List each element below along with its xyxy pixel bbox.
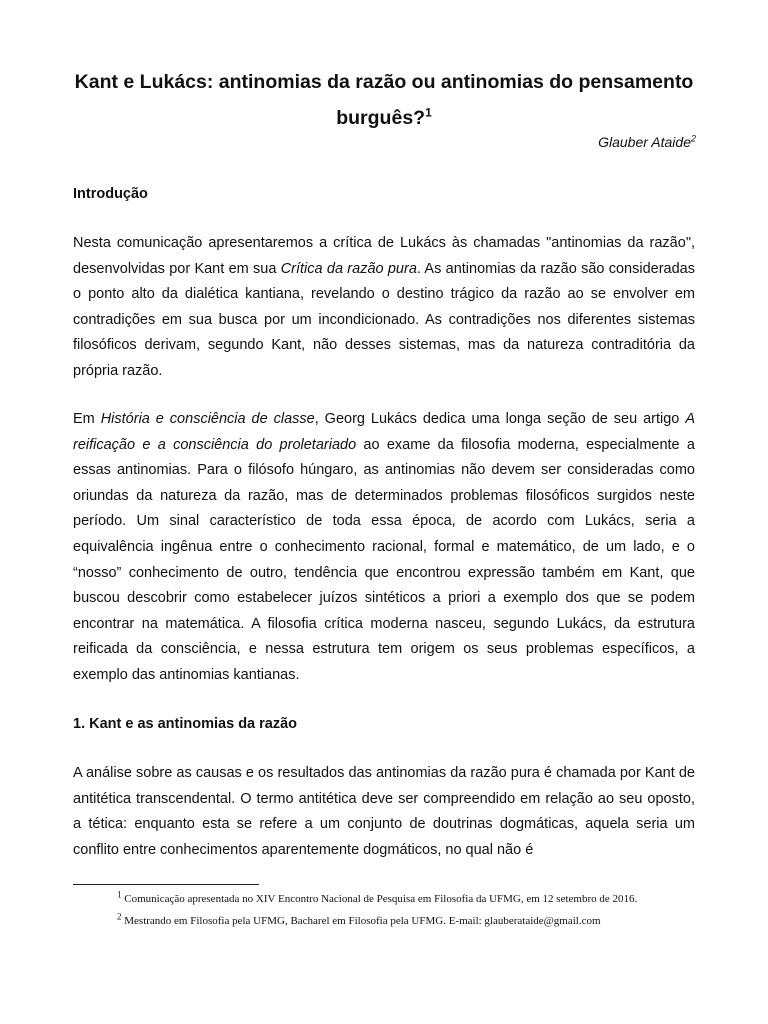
footnote-1-number: 1 <box>117 889 122 900</box>
author-footnote-marker[interactable]: 2 <box>690 133 696 144</box>
footnote-1-text: Comunicação apresentada no XIV Encontro Nacional de Pesquisa em Filosofia da UFMG, em 12 setembro de 2016. <box>121 893 638 905</box>
footnotes <box>73 888 695 932</box>
p2-work-title: História e consciência de classe <box>100 411 315 427</box>
intro-heading: Introdução <box>73 186 148 202</box>
paragraph-1 <box>73 231 695 385</box>
document-title <box>60 64 708 136</box>
p1-text-c: . As antinomias da razão são consideradas o ponto alto da dialética kantiana, revelando o destino trágico da razão ao se envolver em contradições em sua busca por um incondicionado. As contradições nos diferentes sistemas filosóficos derivam, segundo Kant, não desses sistemas, mas da natureza contraditória da própria razão. <box>73 260 695 379</box>
p2-text-c: , Georg Lukács dedica uma longa seção de seu artigo <box>314 411 686 427</box>
footnote-1 <box>73 888 695 910</box>
footnote-2-text: Mestrando em Filosofia pela UFMG, Bacharel em Filosofia pela UFMG. E-mail: glauberataide@gmail.com <box>121 915 601 927</box>
footnote-divider <box>73 884 259 885</box>
author-name <box>598 134 696 150</box>
p2-text-e: ao exame da filosofia moderna, especialmente a essas antinomias. Para o filósofo húngaro, as antinomias não devem ser consideradas como oriundas da natureza da razão, mas de determinados problemas filosóficos surgidos neste período. Um sinal característico de toda essa época, de acordo com Lukács, seria a equivalência ingênua entre o conhecimento racional, formal e matemático, de um lado, e o “nosso” conhecimento de outro, tendência que encontrou expressão também em Kant, que buscou descobrir como estabelecer juízos sintéticos a priori a exemplo dos que se podem encontrar na matemática. A filosofia crítica moderna nasceu, segundo Lukács, da estrutura reificada da consciência, e nessa estrutura tem origem os seus problemas específicos, a exemplo das antinomias kantianas. <box>73 436 695 683</box>
paragraph-3: A análise sobre as causas e os resultados das antinomias da razão pura é chamada por Kant de antitética transcendental. O termo antitética deve ser compreendido em relação ao seu oposto, a tética: enquanto esta se refere a um conjunto de doutrinas dogmáticas, aquela seria um conflito entre conhecimentos aparentemente dogmáticos, no qual não é <box>73 765 695 858</box>
author-text: Glauber Ataide <box>598 134 691 150</box>
p1-text-a: Nesta comunicação apresentaremos a crítica de Lukács às chamadas "antinomias da razão", desenvolvidas por Kant em sua <box>73 235 695 277</box>
title-text: Kant e Lukács: antinomias da razão ou antinomias do pensamento burguês? <box>74 71 694 129</box>
section-1-heading: 1. Kant e as antinomias da razão <box>73 716 298 732</box>
footnote-2-number: 2 <box>117 911 122 922</box>
p1-work-title: Crítica da razão pura <box>280 260 417 277</box>
title-footnote-marker[interactable]: 1 <box>425 105 432 120</box>
footnote-2 <box>73 910 695 932</box>
p2-article-title: A reificação e a consciência do proletariado <box>73 411 695 453</box>
p2-text-a: Em <box>73 411 101 427</box>
paragraph-2 <box>73 407 695 689</box>
